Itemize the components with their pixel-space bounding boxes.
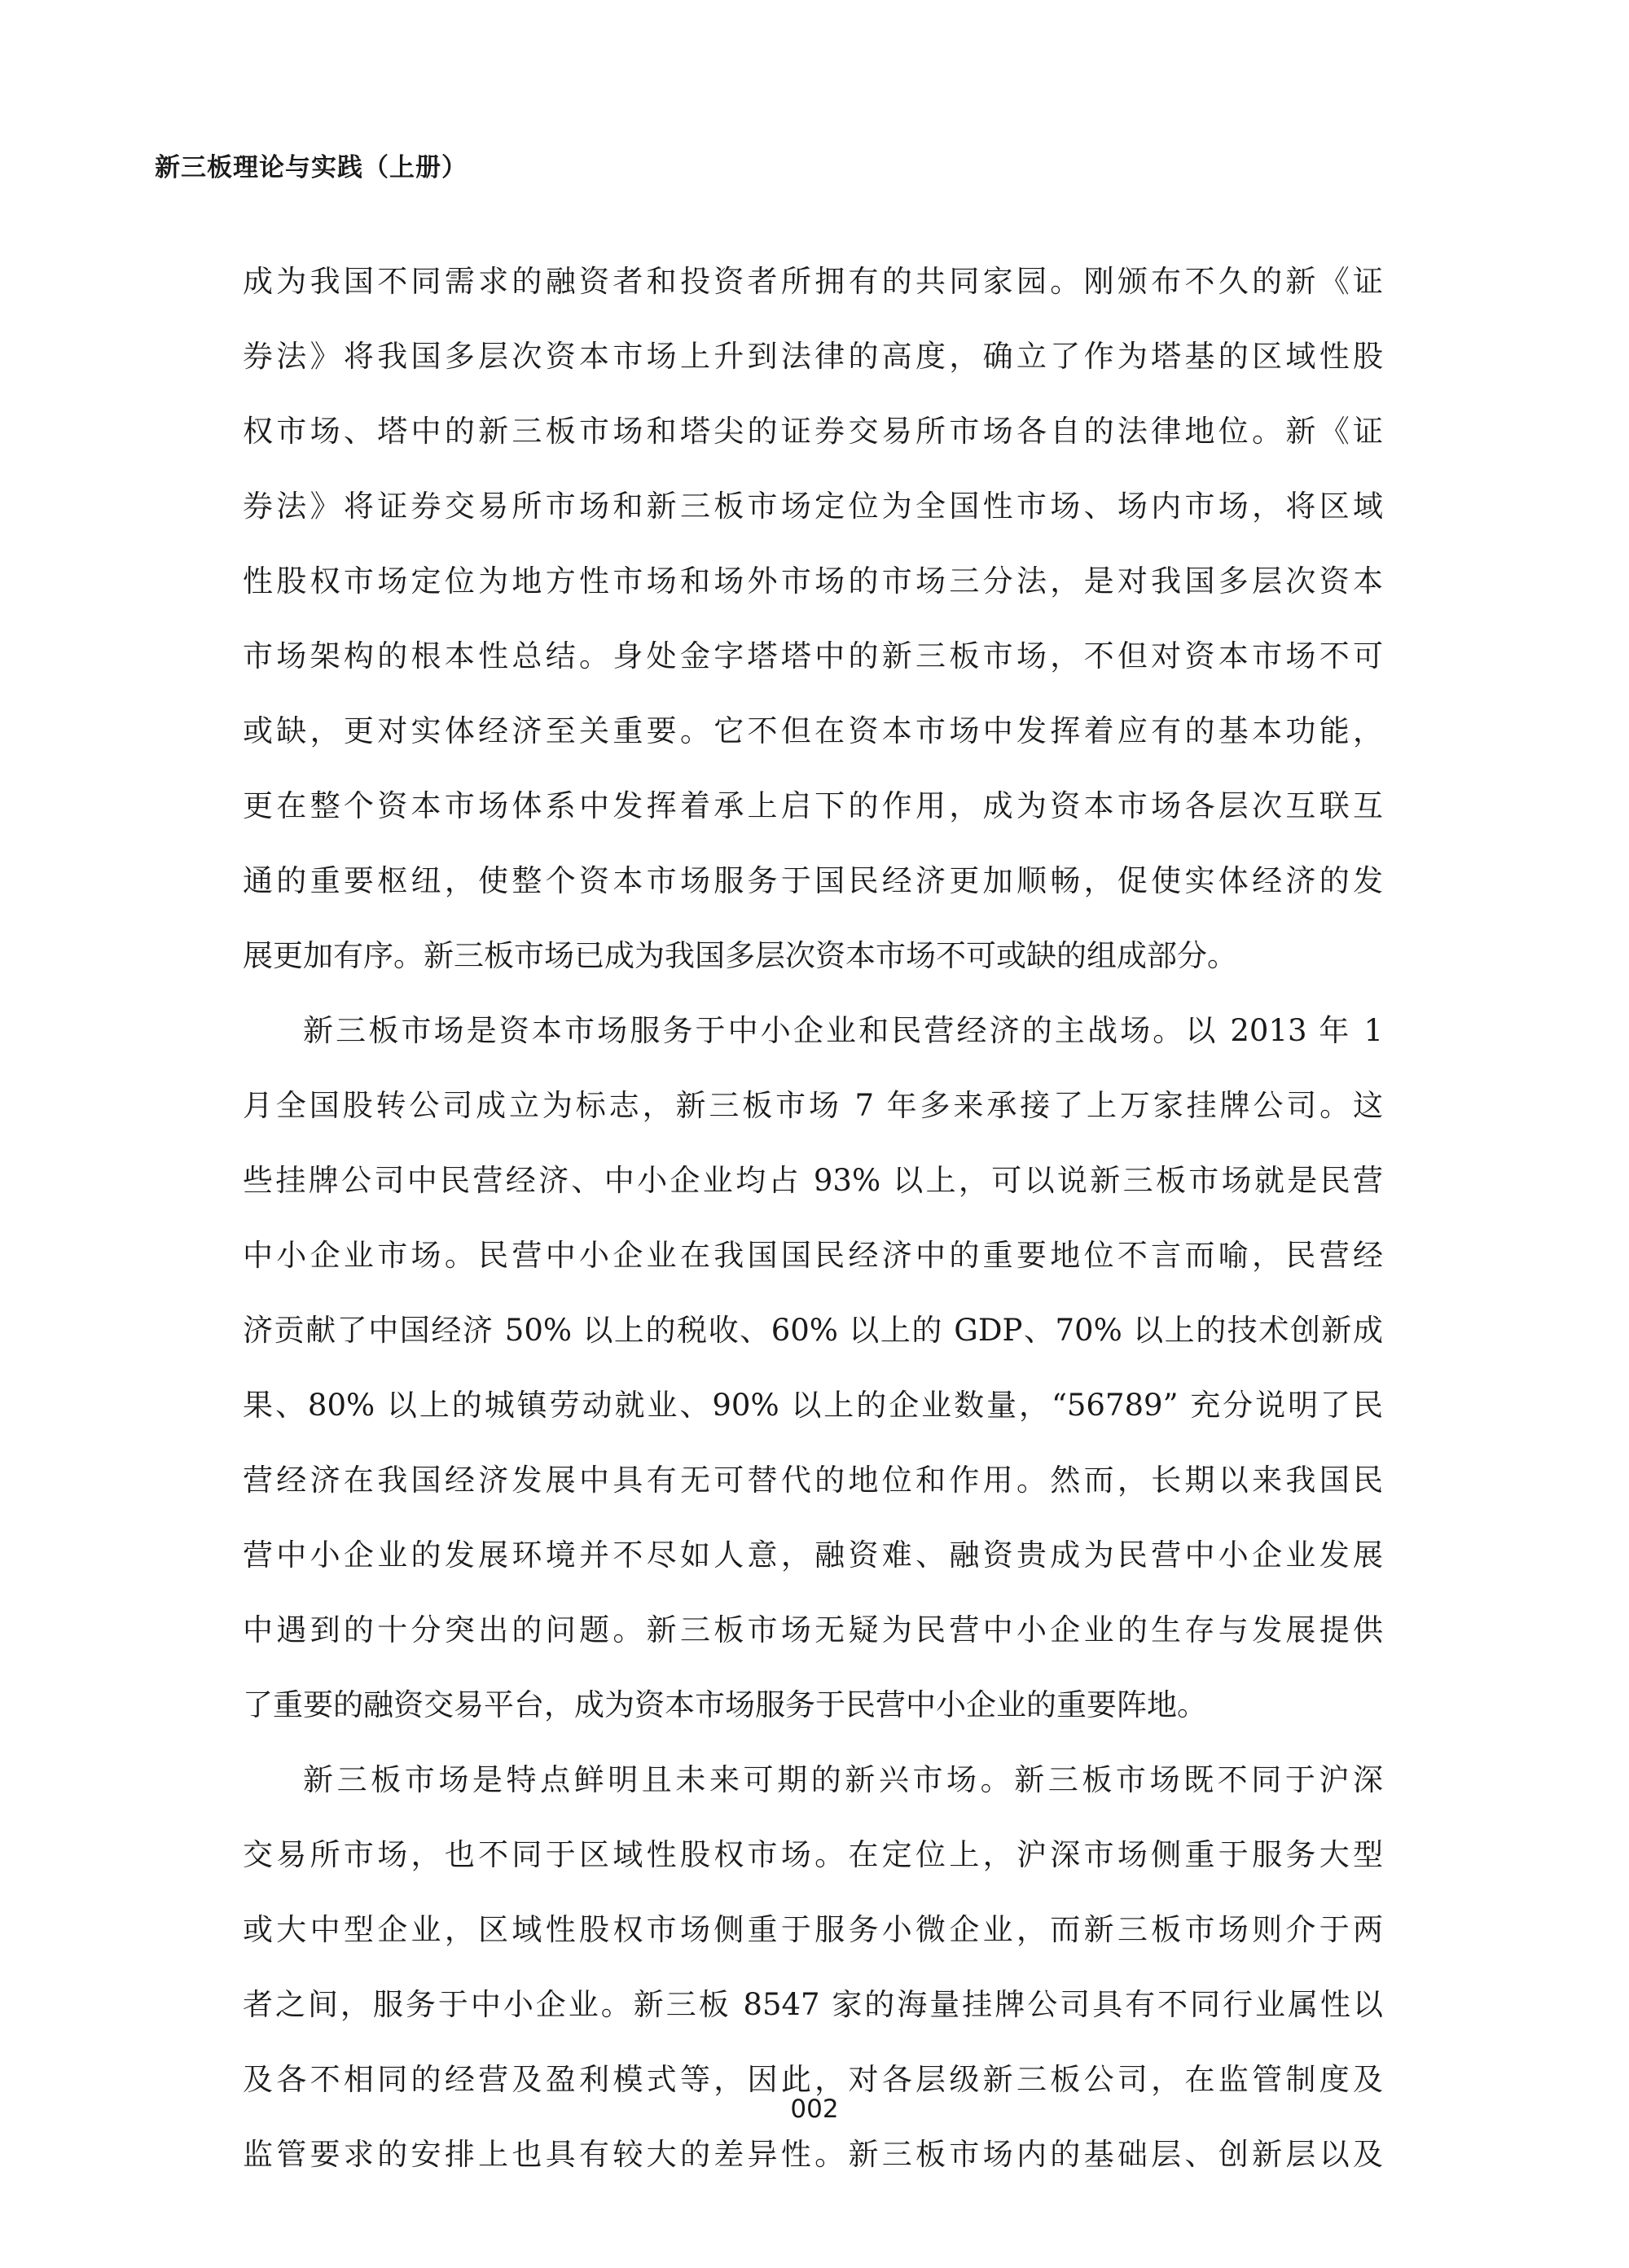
text-line: 交易所市场，也不同于区域性股权市场。在定位上，沪深市场侧重于服务大型 xyxy=(243,1837,1383,1872)
running-header: 新三板理论与实践（上册） xyxy=(155,153,468,182)
text-line: 市场架构的根本性总结。身处金字塔塔中的新三板市场，不但对资本市场不可 xyxy=(243,638,1383,673)
text-line: 些挂牌公司中民营经济、中小企业均占 93% 以上，可以说新三板市场就是民营 xyxy=(243,1163,1383,1198)
text-line: 展更加有序。新三板市场已成为我国多层次资本市场不可或缺的组成部分。 xyxy=(243,938,1237,973)
text-line: 者之间，服务于中小企业。新三板 8547 家的海量挂牌公司具有不同行业属性以 xyxy=(243,1987,1383,2022)
text-line: 或缺，更对实体经济至关重要。它不但在资本市场中发挥着应有的基本功能， xyxy=(243,713,1383,748)
text-line: 及各不相同的经营及盈利模式等，因此，对各层级新三板公司，在监管制度及 xyxy=(243,2062,1383,2097)
text-line: 济贡献了中国经济 50% 以上的税收、60% 以上的 GDP、70% 以上的技术创新成 xyxy=(243,1313,1383,1348)
text-line: 券法》将我国多层次资本市场上升到法律的高度，确立了作为塔基的区域性股 xyxy=(243,339,1383,374)
text-line: 成为我国不同需求的融资者和投资者所拥有的共同家园。刚颁布不久的新《证 xyxy=(243,264,1383,299)
text-line: 了重要的融资交易平台，成为资本市场服务于民营中小企业的重要阵地。 xyxy=(243,1687,1207,1722)
page-number: 002 xyxy=(790,2095,839,2124)
text-line: 权市场、塔中的新三板市场和塔尖的证券交易所市场各自的法律地位。新《证 xyxy=(243,414,1383,449)
text-line: 中小企业市场。民营中小企业在我国国民经济中的重要地位不言而喻，民营经 xyxy=(243,1238,1383,1273)
text-line: 券法》将证券交易所市场和新三板市场定位为全国性市场、场内市场，将区域 xyxy=(243,489,1383,524)
text-line: 营中小企业的发展环境并不尽如人意，融资难、融资贵成为民营中小企业发展 xyxy=(243,1538,1383,1573)
text-line: 新三板市场是特点鲜明且未来可期的新兴市场。新三板市场既不同于沪深 xyxy=(303,1762,1383,1797)
text-line: 性股权市场定位为地方性市场和场外市场的市场三分法，是对我国多层次资本 xyxy=(243,564,1383,599)
text-line: 或大中型企业，区域性股权市场侧重于服务小微企业，而新三板市场则介于两 xyxy=(243,1912,1383,1947)
text-line: 通的重要枢纽，使整个资本市场服务于国民经济更加顺畅，促使实体经济的发 xyxy=(243,863,1383,898)
text-line: 果、80% 以上的城镇劳动就业、90% 以上的企业数量，“56789” 充分说明了民 xyxy=(243,1388,1383,1423)
text-line: 更在整个资本市场体系中发挥着承上启下的作用，成为资本市场各层次互联互 xyxy=(243,788,1383,823)
text-line: 月全国股转公司成立为标志，新三板市场 7 年多来承接了上万家挂牌公司。这 xyxy=(243,1088,1383,1123)
text-line: 新三板市场是资本市场服务于中小企业和民营经济的主战场。以 2013 年 1 xyxy=(303,1013,1383,1048)
text-line: 营经济在我国经济发展中具有无可替代的地位和作用。然而，长期以来我国民 xyxy=(243,1463,1383,1498)
text-line: 中遇到的十分突出的问题。新三板市场无疑为民营中小企业的生存与发展提供 xyxy=(243,1612,1383,1647)
body-text xyxy=(243,244,1383,2192)
text-line: 监管要求的安排上也具有较大的差异性。新三板市场内的基础层、创新层以及 xyxy=(243,2137,1383,2172)
